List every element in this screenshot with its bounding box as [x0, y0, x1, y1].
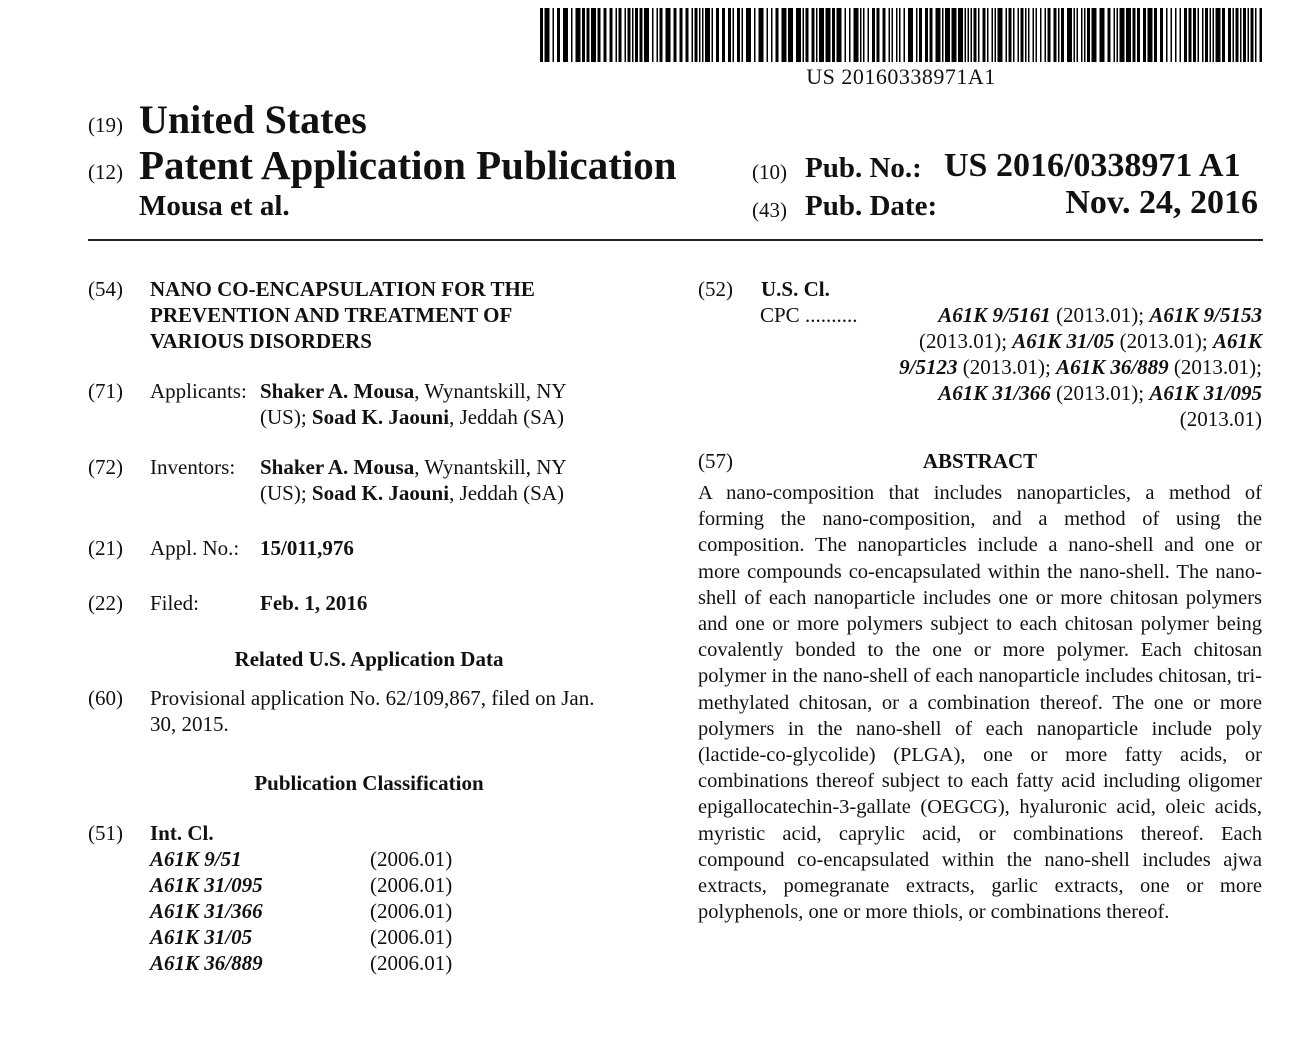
- appl-no-value: 15/011,976: [260, 536, 354, 560]
- barcode-bar: [576, 8, 581, 62]
- barcode-bar: [883, 8, 886, 62]
- barcode-bar: [796, 8, 801, 62]
- int-cl-row: [150, 924, 480, 950]
- barcode-bar: [1210, 8, 1212, 62]
- code-71: (71): [88, 379, 123, 403]
- barcode-bar: [816, 8, 818, 62]
- barcode-bar: [1180, 8, 1182, 62]
- barcode-bar: [892, 8, 894, 62]
- applicant-name: Soad K. Jaouni: [311, 405, 450, 429]
- barcode-bar: [582, 8, 585, 62]
- barcode-bar: [771, 8, 773, 62]
- barcode-bar: [812, 8, 815, 62]
- barcode-bar: [610, 8, 613, 62]
- barcode-bar: [1148, 8, 1153, 62]
- barcode-bar: [616, 8, 618, 62]
- int-cl-class: A61K 31/095: [150, 873, 263, 897]
- barcode-bar: [1202, 8, 1204, 62]
- barcode-bar: [692, 8, 694, 62]
- barcode-bar: [635, 8, 638, 62]
- barcode-bar: [674, 8, 677, 62]
- barcode-bar: [1040, 8, 1042, 62]
- classification-heading: Publication Classification: [254, 771, 484, 795]
- barcode-bar: [837, 8, 842, 62]
- code-43: (43): [752, 198, 787, 222]
- barcode-bar: [826, 8, 831, 62]
- barcode-bar: [806, 8, 809, 62]
- barcode-bar: [845, 8, 847, 62]
- barcode-bar: [619, 8, 622, 62]
- barcode-bar: [1243, 8, 1246, 62]
- int-cl-date: (2006.01): [370, 847, 453, 871]
- barcode-bar: [832, 8, 835, 62]
- barcode-bar: [952, 8, 957, 62]
- barcode-bar: [712, 8, 714, 62]
- inventor-location: , Wynantskill, NY: [414, 455, 567, 479]
- title-line: VARIOUS DISORDERS: [150, 329, 372, 353]
- barcode-bar: [1260, 8, 1263, 62]
- barcode: [540, 8, 1262, 62]
- barcode-bar: [958, 8, 963, 62]
- barcode-bar: [591, 8, 596, 62]
- barcode-bar: [625, 8, 627, 62]
- cpc-date: (2013.01);: [957, 355, 1057, 379]
- barcode-bar: [699, 8, 701, 62]
- inventor-name: Shaker A. Mousa: [260, 455, 415, 479]
- barcode-bar: [1154, 8, 1157, 62]
- code-72: (72): [88, 455, 123, 479]
- cpc-class: A61K 9/5161: [938, 303, 1051, 327]
- barcode-bar: [1126, 8, 1131, 62]
- pub-no-value: US 2016/0338971 A1: [944, 147, 1241, 184]
- barcode-bar: [899, 8, 901, 62]
- pub-no-label: Pub. No.:: [805, 152, 922, 184]
- inventors-label: Inventors:: [150, 455, 236, 479]
- barcode-bar: [1251, 8, 1254, 62]
- barcode-bar: [705, 8, 710, 62]
- applicants-value: [260, 378, 680, 430]
- barcode-bar: [1175, 8, 1177, 62]
- barcode-bar: [1025, 8, 1027, 62]
- inventor-location: , Jeddah (SA): [449, 481, 564, 505]
- barcode-bar: [896, 8, 898, 62]
- title-line: NANO CO-ENCAPSULATION FOR THE: [150, 277, 535, 301]
- abstract-text: A nano-composition that includes nanoparticles, a method of forming the nano-composition, and a method of using the composition. The nanoparticles include a nano-shell and one or more compounds co-encapsulated within the nano-shell. The nano-shell of each nanoparticle includes one or more chitosan polymers and one or more polymers subject to each chitosan polymer being covalently bonded to the one or more polymer. Each chitosan polymer in the nano-shell of each nanoparticle includes chitosan, tri-methylated chitosan, or a combination thereof. The one or more polymers in the nano-shell of each nanoparticle include poly (lactide-co-glycolide) (PLGA), one or more fatty acids, or combinations thereof subject to each fatty acid including oligomer epigallocatechin-3-gallate (OEGCG), hyaluronic acid, oleic acids, myristic acid, caprylic acid, or combinations thereof. Each compound co-encapsulated within the nano-shell includes ajwa extracts, pomegranate extracts, garlic extracts, one or more polyphenols, one or more thiols, or combinations thereof.: [698, 482, 1262, 924]
- int-cl-class: A61K 9/51: [150, 847, 242, 871]
- applicants-label: Applicants:: [150, 379, 247, 403]
- inventors-value: [260, 454, 680, 506]
- barcode-bar: [1205, 8, 1208, 62]
- barcode-bar: [1058, 8, 1060, 62]
- barcode-bar: [916, 8, 918, 62]
- barcode-bar: [640, 8, 643, 62]
- applicant-location: (US);: [260, 405, 312, 429]
- barcode-bar: [889, 8, 891, 62]
- barcode-bar: [992, 8, 994, 62]
- int-cl-table: [150, 846, 480, 976]
- barcode-bar: [1045, 8, 1047, 62]
- code-54: (54): [88, 277, 123, 301]
- barcode-bar: [1222, 8, 1225, 62]
- barcode-bar: [680, 8, 683, 62]
- barcode-bar: [945, 8, 950, 62]
- cpc-class: A61K 31/095: [1149, 381, 1262, 405]
- code-51: (51): [88, 821, 123, 845]
- barcode-bar: [1120, 8, 1125, 62]
- barcode-bar: [545, 8, 550, 62]
- header-rule: [88, 239, 1263, 241]
- applicant-location: , Wynantskill, NY: [414, 379, 567, 403]
- barcode-bar: [1143, 8, 1146, 62]
- barcode-bar: [998, 8, 1003, 62]
- barcode-bar: [553, 8, 555, 62]
- int-cl-class: A61K 36/889: [150, 951, 263, 975]
- barcode-bar: [868, 8, 870, 62]
- barcode-bar: [936, 8, 941, 62]
- int-cl-label: Int. Cl.: [150, 821, 214, 845]
- barcode-bar: [1117, 8, 1119, 62]
- barcode-bar: [1255, 8, 1257, 62]
- barcode-bar: [803, 8, 805, 62]
- barcode-bar: [587, 8, 590, 62]
- cpc-date: (2013.01);: [1168, 355, 1262, 379]
- barcode-bar: [1198, 8, 1200, 62]
- cpc-classes: [760, 302, 1262, 432]
- barcode-bar: [1240, 8, 1242, 62]
- barcode-bar: [540, 8, 543, 62]
- barcode-bar: [872, 8, 875, 62]
- barcode-bar: [1133, 8, 1136, 62]
- barcode-bar: [1061, 8, 1064, 62]
- int-cl-date: (2006.01): [370, 873, 453, 897]
- barcode-bar: [563, 8, 568, 62]
- barcode-number: US 20160338971A1: [806, 64, 996, 89]
- country: United States: [139, 97, 367, 142]
- barcode-bar: [1074, 8, 1076, 62]
- barcode-bar: [854, 8, 859, 62]
- document-type: Patent Application Publication: [139, 142, 677, 188]
- appl-no-label: Appl. No.:: [150, 536, 240, 560]
- barcode-bar: [983, 8, 986, 62]
- applicant-name: Shaker A. Mousa: [260, 379, 415, 403]
- barcode-bar: [702, 8, 704, 62]
- barcode-bar: [1166, 8, 1168, 62]
- barcode-bar: [782, 8, 787, 62]
- barcode-bar: [767, 8, 769, 62]
- barcode-bar: [1137, 8, 1140, 62]
- int-cl-date: (2006.01): [370, 951, 453, 975]
- barcode-bar: [1184, 8, 1187, 62]
- barcode-bar: [965, 8, 967, 62]
- barcode-bar: [716, 8, 719, 62]
- filed-value: Feb. 1, 2016: [260, 591, 368, 615]
- barcode-bar: [788, 8, 793, 62]
- cpc-class: A61K: [1212, 329, 1262, 353]
- barcode-bar: [571, 8, 573, 62]
- barcode-bar: [819, 8, 824, 62]
- code-22: (22): [88, 591, 123, 615]
- barcode-bar: [1087, 8, 1090, 62]
- barcode-bar: [1084, 8, 1086, 62]
- cpc-class: A61K 31/05: [1012, 329, 1115, 353]
- barcode-bar: [1171, 8, 1173, 62]
- provisional-line: 30, 2015.: [150, 712, 229, 736]
- int-cl-row: [150, 898, 480, 924]
- int-cl-date: (2006.01): [370, 925, 453, 949]
- barcode-bar: [657, 8, 659, 62]
- barcode-bar: [604, 8, 607, 62]
- barcode-bar: [919, 8, 922, 62]
- pub-date-value: Nov. 24, 2016: [1065, 184, 1258, 221]
- us-cl-label: U.S. Cl.: [761, 277, 830, 301]
- code-57: (57): [698, 449, 733, 473]
- int-cl-row: [150, 872, 480, 898]
- cpc-class: A61K 31/366: [938, 381, 1051, 405]
- barcode-bar: [1114, 8, 1116, 62]
- barcode-bar: [925, 8, 928, 62]
- cpc-date: (2013.01);: [1050, 381, 1150, 405]
- barcode-bar: [1048, 8, 1051, 62]
- barcode-bar: [1248, 8, 1250, 62]
- inventor-short: Mousa et al.: [139, 190, 290, 222]
- barcode-bar: [1092, 8, 1097, 62]
- barcode-bar: [728, 8, 731, 62]
- barcode-bar: [1228, 8, 1231, 62]
- barcode-bar: [1013, 8, 1015, 62]
- cpc-class: A61K 36/889: [1056, 355, 1169, 379]
- barcode-bar: [877, 8, 880, 62]
- code-10: (10): [752, 160, 787, 184]
- barcode-bar: [849, 8, 851, 62]
- barcode-bar: [1028, 8, 1030, 62]
- int-cl-class: A61K 31/05: [150, 925, 253, 949]
- code-12: (12): [88, 160, 123, 184]
- barcode-bar: [1216, 8, 1221, 62]
- barcode-bar: [644, 8, 649, 62]
- barcode-bar: [1081, 8, 1083, 62]
- code-52: (52): [698, 277, 733, 301]
- barcode-bar: [930, 8, 933, 62]
- barcode-bar: [632, 8, 634, 62]
- int-cl-date: (2006.01): [370, 899, 453, 923]
- barcode-bar: [863, 8, 865, 62]
- barcode-bar: [733, 8, 735, 62]
- barcode-bar: [1018, 8, 1020, 62]
- barcode-bar: [746, 8, 751, 62]
- barcode-bar: [942, 8, 944, 62]
- barcode-bar: [695, 8, 698, 62]
- barcode-bar: [557, 8, 560, 62]
- related-heading: Related U.S. Application Data: [234, 647, 504, 671]
- pub-date-label: Pub. Date:: [805, 190, 938, 222]
- barcode-bar: [722, 8, 725, 62]
- code-21: (21): [88, 536, 123, 560]
- provisional-application: [150, 685, 660, 737]
- cpc-class: A61K 9/5153: [1149, 303, 1262, 327]
- provisional-line: Provisional application No. 62/109,867, filed on Jan.: [150, 686, 595, 710]
- barcode-bar: [776, 8, 779, 62]
- cpc-date: (2013.01);: [918, 329, 1013, 353]
- title-line: PREVENTION AND TREATMENT OF: [150, 303, 513, 327]
- barcode-bar: [1077, 8, 1079, 62]
- barcode-bar: [1036, 8, 1038, 62]
- barcode-bar: [660, 8, 663, 62]
- barcode-bar: [968, 8, 970, 62]
- applicant-location: , Jeddah (SA): [449, 405, 564, 429]
- barcode-bar: [1108, 8, 1111, 62]
- barcode-bar: [908, 8, 913, 62]
- code-60: (60): [88, 686, 123, 710]
- barcode-bar: [1160, 8, 1163, 62]
- barcode-bar: [971, 8, 973, 62]
- int-cl-row: [150, 950, 480, 976]
- barcode-bar: [759, 8, 764, 62]
- barcode-bar: [686, 8, 689, 62]
- barcode-bar: [1067, 8, 1072, 62]
- cpc-date: (2013.01): [1179, 407, 1262, 431]
- barcode-bar: [1189, 8, 1192, 62]
- barcode-bar: [1213, 8, 1215, 62]
- barcode-bar: [666, 8, 671, 62]
- barcode-bar: [974, 8, 977, 62]
- barcode-bar: [1233, 8, 1235, 62]
- barcode-bar: [904, 8, 906, 62]
- barcode-bar: [598, 8, 601, 62]
- barcode-bar: [1100, 8, 1105, 62]
- barcode-bar: [978, 8, 980, 62]
- barcode-bar: [737, 8, 740, 62]
- barcode-bar: [652, 8, 654, 62]
- barcode-bar: [1054, 8, 1057, 62]
- barcode-bar: [1193, 8, 1196, 62]
- cpc-prefix: CPC ..........: [760, 303, 858, 327]
- barcode-bar: [1236, 8, 1239, 62]
- barcode-bar: [742, 8, 744, 62]
- int-cl-class: A61K 31/366: [150, 899, 263, 923]
- barcode-bar: [1006, 8, 1008, 62]
- barcode-bar: [995, 8, 997, 62]
- filed-label: Filed:: [150, 591, 200, 615]
- invention-title: [150, 276, 670, 354]
- inventor-location: (US);: [260, 481, 312, 505]
- int-cl-row: [150, 846, 480, 872]
- barcode-bar: [1009, 8, 1012, 62]
- barcode-bar: [860, 8, 862, 62]
- inventor-name: Soad K. Jaouni: [311, 481, 450, 505]
- abstract-heading: ABSTRACT: [922, 449, 1038, 473]
- cpc-class: 9/5123: [899, 355, 958, 379]
- barcode-bar: [1021, 8, 1024, 62]
- barcode-bar: [1033, 8, 1035, 62]
- barcode-bar: [987, 8, 989, 62]
- cpc-date: (2013.01);: [1114, 329, 1213, 353]
- barcode-bar: [628, 8, 631, 62]
- code-19: (19): [88, 113, 123, 137]
- cpc-date: (2013.01);: [1050, 303, 1150, 327]
- barcode-bar: [754, 8, 756, 62]
